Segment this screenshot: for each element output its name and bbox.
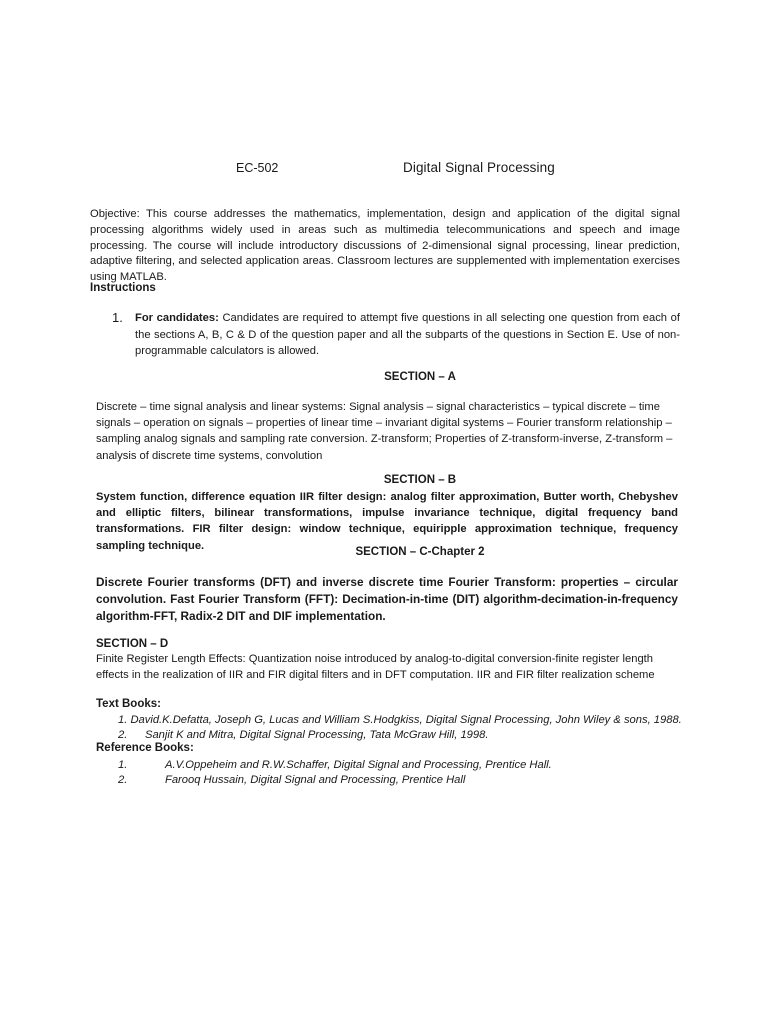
reference-book-number-1: 1. xyxy=(118,759,128,771)
section-c-heading: SECTION – C-Chapter 2 xyxy=(355,546,485,558)
text-books-heading: Text Books: xyxy=(96,698,161,710)
instruction-label: For candidates: xyxy=(135,312,219,324)
instruction-item xyxy=(135,310,680,360)
section-a-text: Discrete – time signal analysis and linear systems: Signal analysis – signal characteristics – typical discrete – time signals – operation on signals – properties of linear time – invariant digital systems – Fourier transform relationship – sampling analog signals and sampling rate conversion. Z-transform; Properties of Z-transform-inverse, Z-transform – analysis of discrete time systems, convolution xyxy=(96,401,673,462)
course-code: EC-502 xyxy=(236,161,279,175)
course-title: Digital Signal Processing xyxy=(403,160,555,175)
section-d-heading: SECTION – D xyxy=(96,638,169,650)
section-c-text: Discrete Fourier transforms (DFT) and inverse discrete time Fourier Transform: properties – circular convolution. Fast Fourier Transform (FFT): Decimation-in-time (DIT) algorithm-decimation-in-frequency algorithm-FFT, Radix-2 DIT and DIF implementation. xyxy=(96,575,678,623)
section-b-heading: SECTION – B xyxy=(383,474,457,486)
text-book-item-2: Sanjit K and Mitra, Digital Signal Processing, Tata McGraw Hill, 1998. xyxy=(145,729,489,741)
section-a-heading: SECTION – A xyxy=(384,371,456,383)
reference-book-number-2: 2. xyxy=(118,774,128,786)
section-b-text: System function, difference equation IIR filter design: analog filter approximation, Butter worth, Chebyshev and elliptic filters, bilinear transformations, impulse invariance technique, digital frequency band transformations. FIR filter design: window technique, equiripple approximation technique, frequency sampling technique. xyxy=(96,491,678,552)
instructions-heading: Instructions xyxy=(90,282,156,294)
text-book-item-1: 1. David.K.Defatta, Joseph G, Lucas and William S.Hodgkiss, Digital Signal Processing, John Wiley & sons, 1988. xyxy=(118,714,682,726)
instruction-number: 1. xyxy=(112,310,123,325)
reference-books-heading: Reference Books: xyxy=(96,742,194,754)
text-book-number-2: 2. xyxy=(118,729,128,741)
instruction-text: Candidates are required to attempt five questions in all selecting one question from each of the sections A, B, C & D of the question paper and all the subparts of the questions in Section E. Use of non-programmable calculators is allowed. xyxy=(135,312,680,357)
reference-book-item-2: Farooq Hussain, Digital Signal and Processing, Prentice Hall xyxy=(165,774,466,786)
reference-book-item-1: A.V.Oppeheim and R.W.Schaffer, Digital Signal and Processing, Prentice Hall. xyxy=(165,759,552,771)
section-d-text: Finite Register Length Effects: Quantization noise introduced by analog-to-digital conversion-finite register length effects in the realization of IIR and FIR digital filters and in DFT computation. IIR and FIR filter realization scheme xyxy=(96,653,655,682)
objective-paragraph: Objective: This course addresses the mathematics, implementation, design and application of the digital signal processing algorithms widely used in areas such as multimedia telecommunications and speech and image processing. The course will include introductory discussions of 2-dimensional signal processing, linear prediction, adaptive filtering, and selected application areas. Classroom lectures are supplemented with implementation exercises using MATLAB. xyxy=(90,208,680,284)
